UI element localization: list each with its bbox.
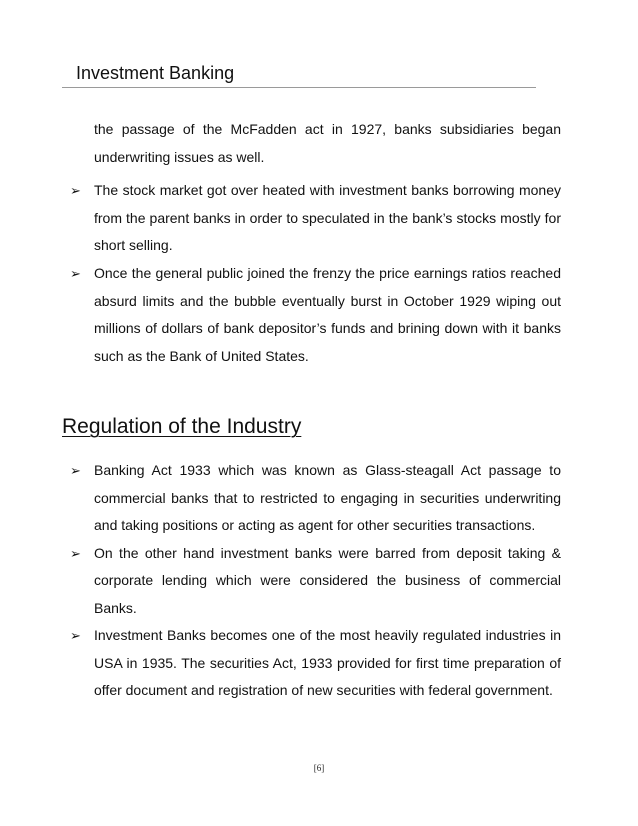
history-bullet-list-2 xyxy=(70,260,561,370)
list-item-text: Banking Act 1933 which was known as Glass-steagall Act passage to commercial banks that to restricted to engaging in securities underwriting and taking positions or acting as agent for other securities transactions. xyxy=(94,462,561,533)
continuation-paragraph: the passage of the McFadden act in 1927, banks subsidiaries began underwriting issues as well. xyxy=(94,121,561,165)
arrow-bullet-icon: ➢ xyxy=(70,628,81,643)
regulation-bullet-list xyxy=(70,457,561,705)
arrow-bullet-icon: ➢ xyxy=(70,463,81,478)
running-header xyxy=(62,62,536,88)
list-item xyxy=(70,540,561,623)
section-heading: Regulation of the Industry xyxy=(62,415,302,438)
page-number: [6] xyxy=(313,763,325,773)
list-item-text: Investment Banks becomes one of the most heavily regulated industries in USA in 1935. The securities Act, 1933 provided for first time preparation of offer document and registration of new securities with federal government. xyxy=(94,627,561,698)
history-bullet-list xyxy=(70,177,561,260)
arrow-bullet-icon: ➢ xyxy=(70,183,81,198)
list-item-text: On the other hand investment banks were barred from deposit taking & corporate lending which were considered the business of commercial Banks. xyxy=(94,544,561,616)
list-item xyxy=(70,260,561,370)
list-item-text: Once the general public joined the frenzy the price earnings ratios reached absurd limits and the bubble eventually burst in October 1929 wiping out millions of dollars of bank depositor’s funds and brining down with it banks such as the Bank of United States. xyxy=(94,265,561,364)
arrow-bullet-icon: ➢ xyxy=(70,545,81,561)
list-item-text: The stock market got over heated with investment banks borrowing money from the parent banks in order to speculated in the bank’s stocks mostly for short selling. xyxy=(94,182,561,253)
list-item xyxy=(70,622,561,705)
list-item xyxy=(70,457,561,540)
header-title: Investment Banking xyxy=(76,63,235,83)
list-item xyxy=(70,177,561,260)
arrow-bullet-icon: ➢ xyxy=(70,266,81,281)
